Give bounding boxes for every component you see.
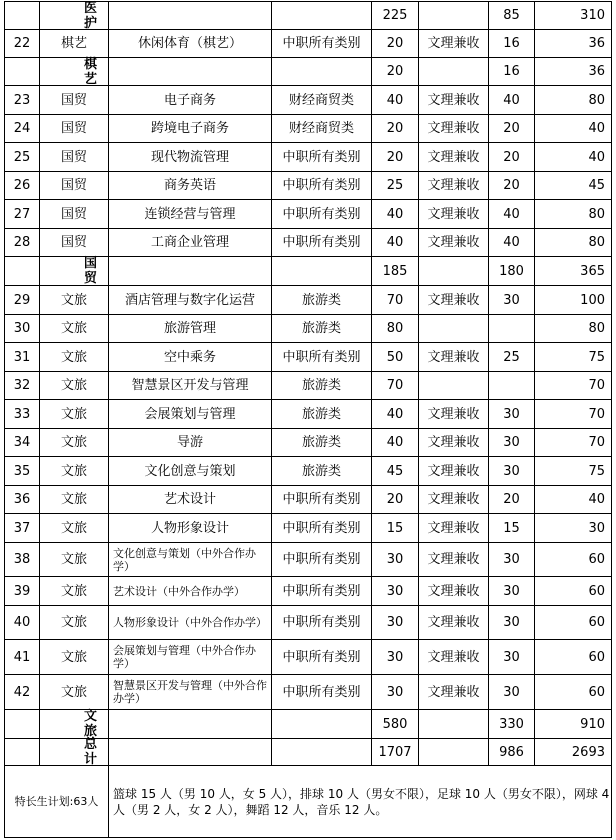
student-category: 财经商贸类 [272,86,372,115]
subtotal-row [5,58,611,86]
student-category: 中职所有类别 [272,200,372,229]
major-name: 文化创意与策划 [109,457,272,486]
total-count: 40 [535,486,611,514]
empty-cell [109,710,272,739]
department: 国贸 [40,115,109,143]
subtotal-plan: 20 [372,58,419,86]
plan-count: 40 [372,86,419,115]
row-number: 31 [5,343,40,372]
row-number: 24 [5,115,40,143]
row-number: 25 [5,143,40,172]
empty-cell [419,2,489,30]
empty-cell [109,58,272,86]
department: 国贸 [40,229,109,257]
admission-mode: 文理兼收 [419,543,489,577]
subtotal-name: 医护 [40,2,109,30]
plan-count-2: 15 [489,514,535,543]
total-count: 70 [535,372,611,400]
table-row [5,86,611,115]
plan-count: 40 [372,400,419,429]
empty-cell [5,2,40,30]
admission-mode: 文理兼收 [419,229,489,257]
subtotal-plan: 580 [372,710,419,739]
student-category: 中职所有类别 [272,229,372,257]
subtotal-row [5,2,611,30]
major-name: 工商企业管理 [109,229,272,257]
plan-count: 80 [372,315,419,343]
subtotal-plan2: 986 [489,739,535,766]
major-name: 连锁经营与管理 [109,200,272,229]
plan-count-2: 30 [489,606,535,640]
plan-count-2: 16 [489,30,535,58]
row-number: 42 [5,675,40,710]
subtotal-name: 棋艺 [40,58,109,86]
row-number: 28 [5,229,40,257]
plan-count-2: 20 [489,143,535,172]
plan-count: 30 [372,675,419,710]
major-name: 人物形象设计（中外合作办学） [109,606,272,640]
major-name: 智慧景区开发与管理 [109,372,272,400]
plan-count: 20 [372,30,419,58]
department: 国贸 [40,143,109,172]
major-name: 人物形象设计 [109,514,272,543]
department: 文旅 [40,315,109,343]
student-category: 旅游类 [272,372,372,400]
department: 棋艺 [40,30,109,58]
department: 文旅 [40,514,109,543]
table-row [5,514,611,543]
row-number: 29 [5,286,40,315]
table-row [5,229,611,257]
student-category: 中职所有类别 [272,675,372,710]
plan-count-2: 40 [489,200,535,229]
empty-cell [272,739,372,766]
plan-count: 20 [372,115,419,143]
student-category: 中职所有类别 [272,606,372,640]
department: 国贸 [40,86,109,115]
row-number: 27 [5,200,40,229]
admission-mode: 文理兼收 [419,640,489,675]
subtotal-plan2: 16 [489,58,535,86]
plan-count: 15 [372,514,419,543]
total-count: 70 [535,429,611,457]
total-count: 40 [535,115,611,143]
subtotal-total: 36 [535,58,611,86]
plan-count: 40 [372,200,419,229]
empty-cell [272,58,372,86]
admission-mode: 文理兼收 [419,115,489,143]
table-row [5,400,611,429]
plan-count-2: 30 [489,675,535,710]
admission-mode: 文理兼收 [419,457,489,486]
admission-mode [419,372,489,400]
plan-count: 30 [372,640,419,675]
subtotal-total: 2693 [535,739,611,766]
major-name: 跨境电子商务 [109,115,272,143]
major-name: 智慧景区开发与管理（中外合作办学） [109,675,272,710]
total-count: 60 [535,675,611,710]
total-count: 45 [535,172,611,200]
plan-count: 70 [372,372,419,400]
department: 文旅 [40,457,109,486]
department: 国贸 [40,200,109,229]
plan-count-2 [489,315,535,343]
total-count: 100 [535,286,611,315]
table-row [5,143,611,172]
table-row [5,286,611,315]
major-name: 旅游管理 [109,315,272,343]
empty-cell [419,257,489,286]
subtotal-total: 910 [535,710,611,739]
subtotal-plan2: 330 [489,710,535,739]
row-number: 30 [5,315,40,343]
student-category: 中职所有类别 [272,172,372,200]
row-number: 34 [5,429,40,457]
major-name: 空中乘务 [109,343,272,372]
plan-count: 50 [372,343,419,372]
plan-count: 30 [372,577,419,606]
empty-cell [5,257,40,286]
department: 文旅 [40,429,109,457]
subtotal-plan2: 180 [489,257,535,286]
admission-mode: 文理兼收 [419,577,489,606]
student-category: 中职所有类别 [272,514,372,543]
plan-count-2: 30 [489,640,535,675]
table-row [5,543,611,577]
row-number: 22 [5,30,40,58]
empty-cell [5,58,40,86]
empty-cell [419,58,489,86]
department: 国贸 [40,172,109,200]
footer-row [5,766,611,837]
plan-count: 30 [372,606,419,640]
department: 文旅 [40,372,109,400]
plan-count-2: 30 [489,577,535,606]
subtotal-plan2: 85 [489,2,535,30]
student-category: 中职所有类别 [272,543,372,577]
admission-mode [419,315,489,343]
admission-mode: 文理兼收 [419,429,489,457]
plan-count: 20 [372,143,419,172]
admission-mode: 文理兼收 [419,606,489,640]
plan-count-2: 20 [489,486,535,514]
major-name: 会展策划与管理 [109,400,272,429]
student-category: 中职所有类别 [272,640,372,675]
department: 文旅 [40,606,109,640]
table-row [5,675,611,710]
enrollment-plan-table [4,1,612,838]
plan-count: 70 [372,286,419,315]
admission-mode: 文理兼收 [419,86,489,115]
subtotal-total: 310 [535,2,611,30]
major-name: 休闲体育（棋艺） [109,30,272,58]
admission-mode: 文理兼收 [419,400,489,429]
plan-count-2: 30 [489,286,535,315]
student-category: 中职所有类别 [272,343,372,372]
major-name: 酒店管理与数字化运营 [109,286,272,315]
total-count: 80 [535,229,611,257]
admission-mode: 文理兼收 [419,675,489,710]
subtotal-total: 365 [535,257,611,286]
table-row [5,343,611,372]
plan-count-2: 30 [489,543,535,577]
empty-cell [272,257,372,286]
total-count: 40 [535,143,611,172]
table-row [5,372,611,400]
total-count: 36 [535,30,611,58]
table-row [5,606,611,640]
department: 文旅 [40,675,109,710]
plan-count: 25 [372,172,419,200]
department: 文旅 [40,286,109,315]
department: 文旅 [40,400,109,429]
row-number: 23 [5,86,40,115]
subtotal-name: 文旅 [40,710,109,739]
total-count: 30 [535,514,611,543]
major-name: 会展策划与管理（中外合作办学） [109,640,272,675]
plan-count: 45 [372,457,419,486]
student-category: 旅游类 [272,429,372,457]
table-row [5,429,611,457]
total-count: 60 [535,577,611,606]
admission-mode: 文理兼收 [419,30,489,58]
table-row [5,640,611,675]
plan-count-2: 20 [489,115,535,143]
plan-count-2: 30 [489,429,535,457]
empty-cell [5,710,40,739]
empty-cell [109,257,272,286]
row-number: 38 [5,543,40,577]
total-count: 60 [535,606,611,640]
subtotal-row [5,257,611,286]
total-count: 75 [535,457,611,486]
table-row [5,486,611,514]
department: 文旅 [40,343,109,372]
student-category: 旅游类 [272,286,372,315]
subtotal-row [5,739,611,766]
subtotal-name: 国贸 [40,257,109,286]
department: 文旅 [40,577,109,606]
major-name: 现代物流管理 [109,143,272,172]
table-row [5,577,611,606]
admission-mode: 文理兼收 [419,343,489,372]
student-category: 旅游类 [272,400,372,429]
major-name: 文化创意与策划（中外合作办学） [109,543,272,577]
student-category: 中职所有类别 [272,143,372,172]
plan-count: 30 [372,543,419,577]
admission-mode: 文理兼收 [419,172,489,200]
empty-cell [109,2,272,30]
total-count: 60 [535,543,611,577]
table-row [5,315,611,343]
student-category: 中职所有类别 [272,486,372,514]
subtotal-row [5,710,611,739]
subtotal-plan: 1707 [372,739,419,766]
table-row [5,115,611,143]
admission-mode: 文理兼收 [419,486,489,514]
table-row [5,30,611,58]
major-name: 导游 [109,429,272,457]
row-number: 26 [5,172,40,200]
department: 文旅 [40,486,109,514]
empty-cell [272,710,372,739]
plan-count: 20 [372,486,419,514]
major-name: 艺术设计（中外合作办学） [109,577,272,606]
table-row [5,172,611,200]
row-number: 33 [5,400,40,429]
special-plan-label: 特长生计划:63人 [5,766,109,837]
row-number: 39 [5,577,40,606]
empty-cell [109,739,272,766]
subtotal-name: 总计 [40,739,109,766]
row-number: 40 [5,606,40,640]
row-number: 37 [5,514,40,543]
admission-mode: 文理兼收 [419,143,489,172]
plan-count-2: 20 [489,172,535,200]
student-category: 中职所有类别 [272,30,372,58]
plan-count: 40 [372,429,419,457]
total-count: 80 [535,86,611,115]
student-category: 财经商贸类 [272,115,372,143]
total-count: 80 [535,200,611,229]
admission-mode: 文理兼收 [419,200,489,229]
subtotal-plan: 185 [372,257,419,286]
plan-count-2: 25 [489,343,535,372]
admission-mode: 文理兼收 [419,514,489,543]
total-count: 80 [535,315,611,343]
row-number: 41 [5,640,40,675]
subtotal-plan: 225 [372,2,419,30]
row-number: 36 [5,486,40,514]
plan-count-2: 40 [489,229,535,257]
admission-mode: 文理兼收 [419,286,489,315]
plan-count-2: 40 [489,86,535,115]
total-count: 60 [535,640,611,675]
total-count: 75 [535,343,611,372]
total-count: 70 [535,400,611,429]
plan-count-2: 30 [489,457,535,486]
row-number: 32 [5,372,40,400]
table-row [5,200,611,229]
major-name: 商务英语 [109,172,272,200]
table-row [5,457,611,486]
plan-count-2: 30 [489,400,535,429]
empty-cell [419,710,489,739]
plan-count-2 [489,372,535,400]
empty-cell [272,2,372,30]
plan-count: 40 [372,229,419,257]
student-category: 旅游类 [272,457,372,486]
major-name: 电子商务 [109,86,272,115]
student-category: 中职所有类别 [272,577,372,606]
department: 文旅 [40,640,109,675]
empty-cell [5,739,40,766]
department: 文旅 [40,543,109,577]
major-name: 艺术设计 [109,486,272,514]
special-plan-note: 篮球 15 人（男 10 人，女 5 人），排球 10 人（男女不限），足球 10 人（男女不限），网球 4 人（男 2 人，女 2 人），舞蹈 12 人，音乐 12 人。 [113,786,610,817]
student-category: 旅游类 [272,315,372,343]
row-number: 35 [5,457,40,486]
empty-cell [419,739,489,766]
